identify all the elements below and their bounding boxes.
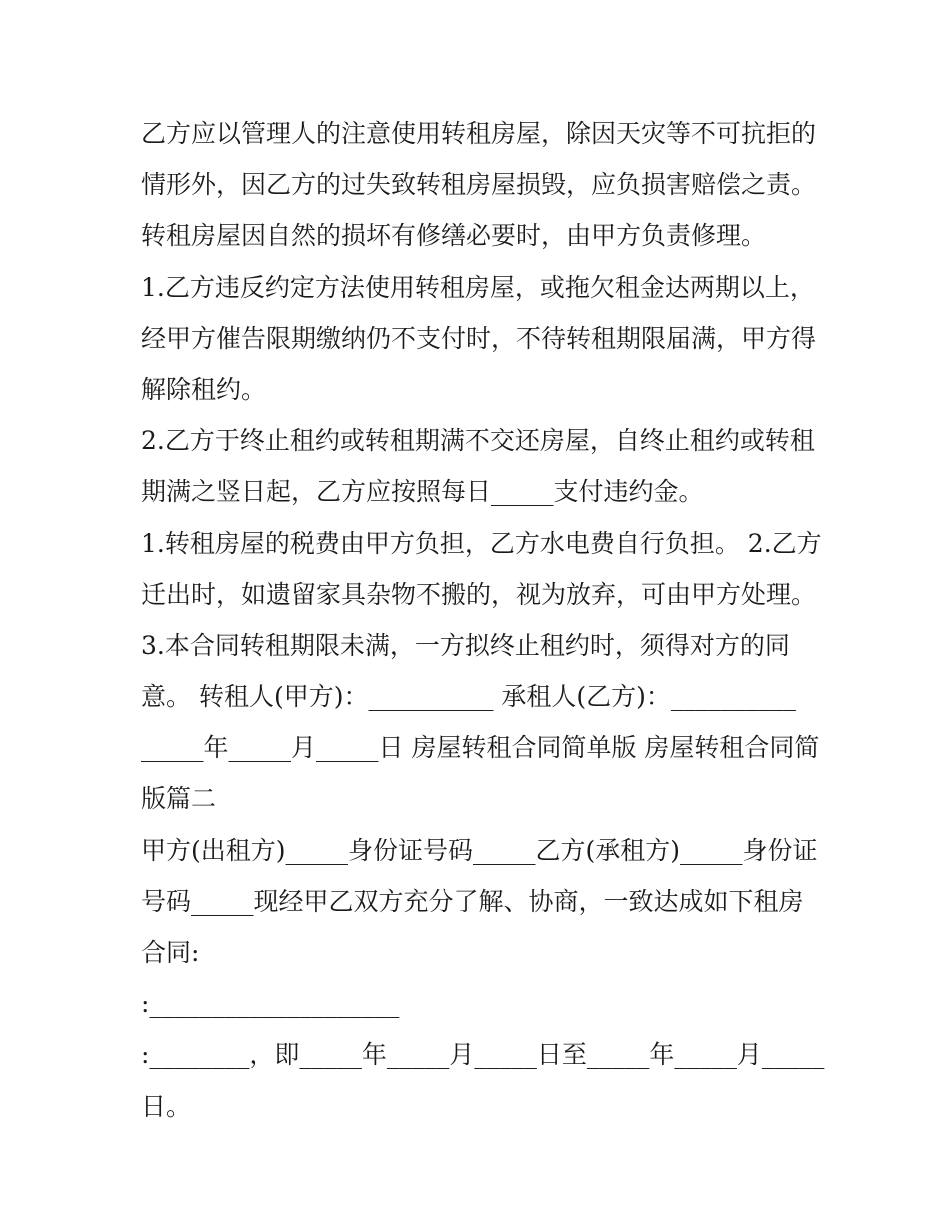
text-line: 经甲方催告限期缴纳仍不支付时，不待转租期限届满，甲方得 — [141, 323, 817, 353]
text-line: 转租房屋因自然的损坏有修缮必要时，由甲方负责修理。 — [141, 221, 767, 251]
text-line: :____________________ — [141, 989, 400, 1019]
text-line: _____年_____月_____日 房屋转租合同简单版 房屋转租合同简 — [141, 733, 820, 763]
text-line: :________，即_____年_____月_____日至_____年_____月_____ — [141, 1040, 825, 1070]
text-line: 乙方应以管理人的注意使用转租房屋，除因天灾等不可抗拒的 — [141, 119, 817, 148]
text-line: 期满之竖日起，乙方应按照每日_____支付违约金。 — [141, 477, 704, 507]
text-line: 2.乙方于终止租约或转租期满不交还房屋，自终止租约或转租 — [141, 426, 815, 456]
text-line: 号码_____现经甲乙双方充分了解、协商，一致达成如下租房 — [141, 886, 804, 916]
text-line: 1.转租房屋的税费由甲方负担，乙方水电费自行负担。 2.乙方 — [141, 528, 822, 558]
contract-body — [141, 108, 825, 1132]
text-line: 版篇二 — [141, 784, 217, 814]
text-line: 情形外，因乙方的过失致转租房屋损毁，应负损害赔偿之责。 — [141, 170, 817, 200]
text-line: 甲方(出租方)_____身份证号码_____乙方(承租方)_____身份证 — [141, 835, 818, 865]
text-line: 解除租约。 — [141, 374, 267, 404]
text-line: 迁出时，如遗留家具杂物不搬的，视为放弃，可由甲方处理。 — [141, 579, 817, 609]
text-line: 3.本合同转租期限未满，一方拟终止租约时，须得对方的同 — [141, 630, 790, 660]
text-line: 日。 — [141, 1091, 192, 1121]
text-line: 1.乙方违反约定方法使用转租房屋，或拖欠租金达两期以上， — [141, 272, 815, 302]
text-line: 意。 转租人(甲方)：__________ 承租人(乙方)：__________ — [141, 682, 796, 712]
text-line: 合同: — [141, 938, 200, 967]
